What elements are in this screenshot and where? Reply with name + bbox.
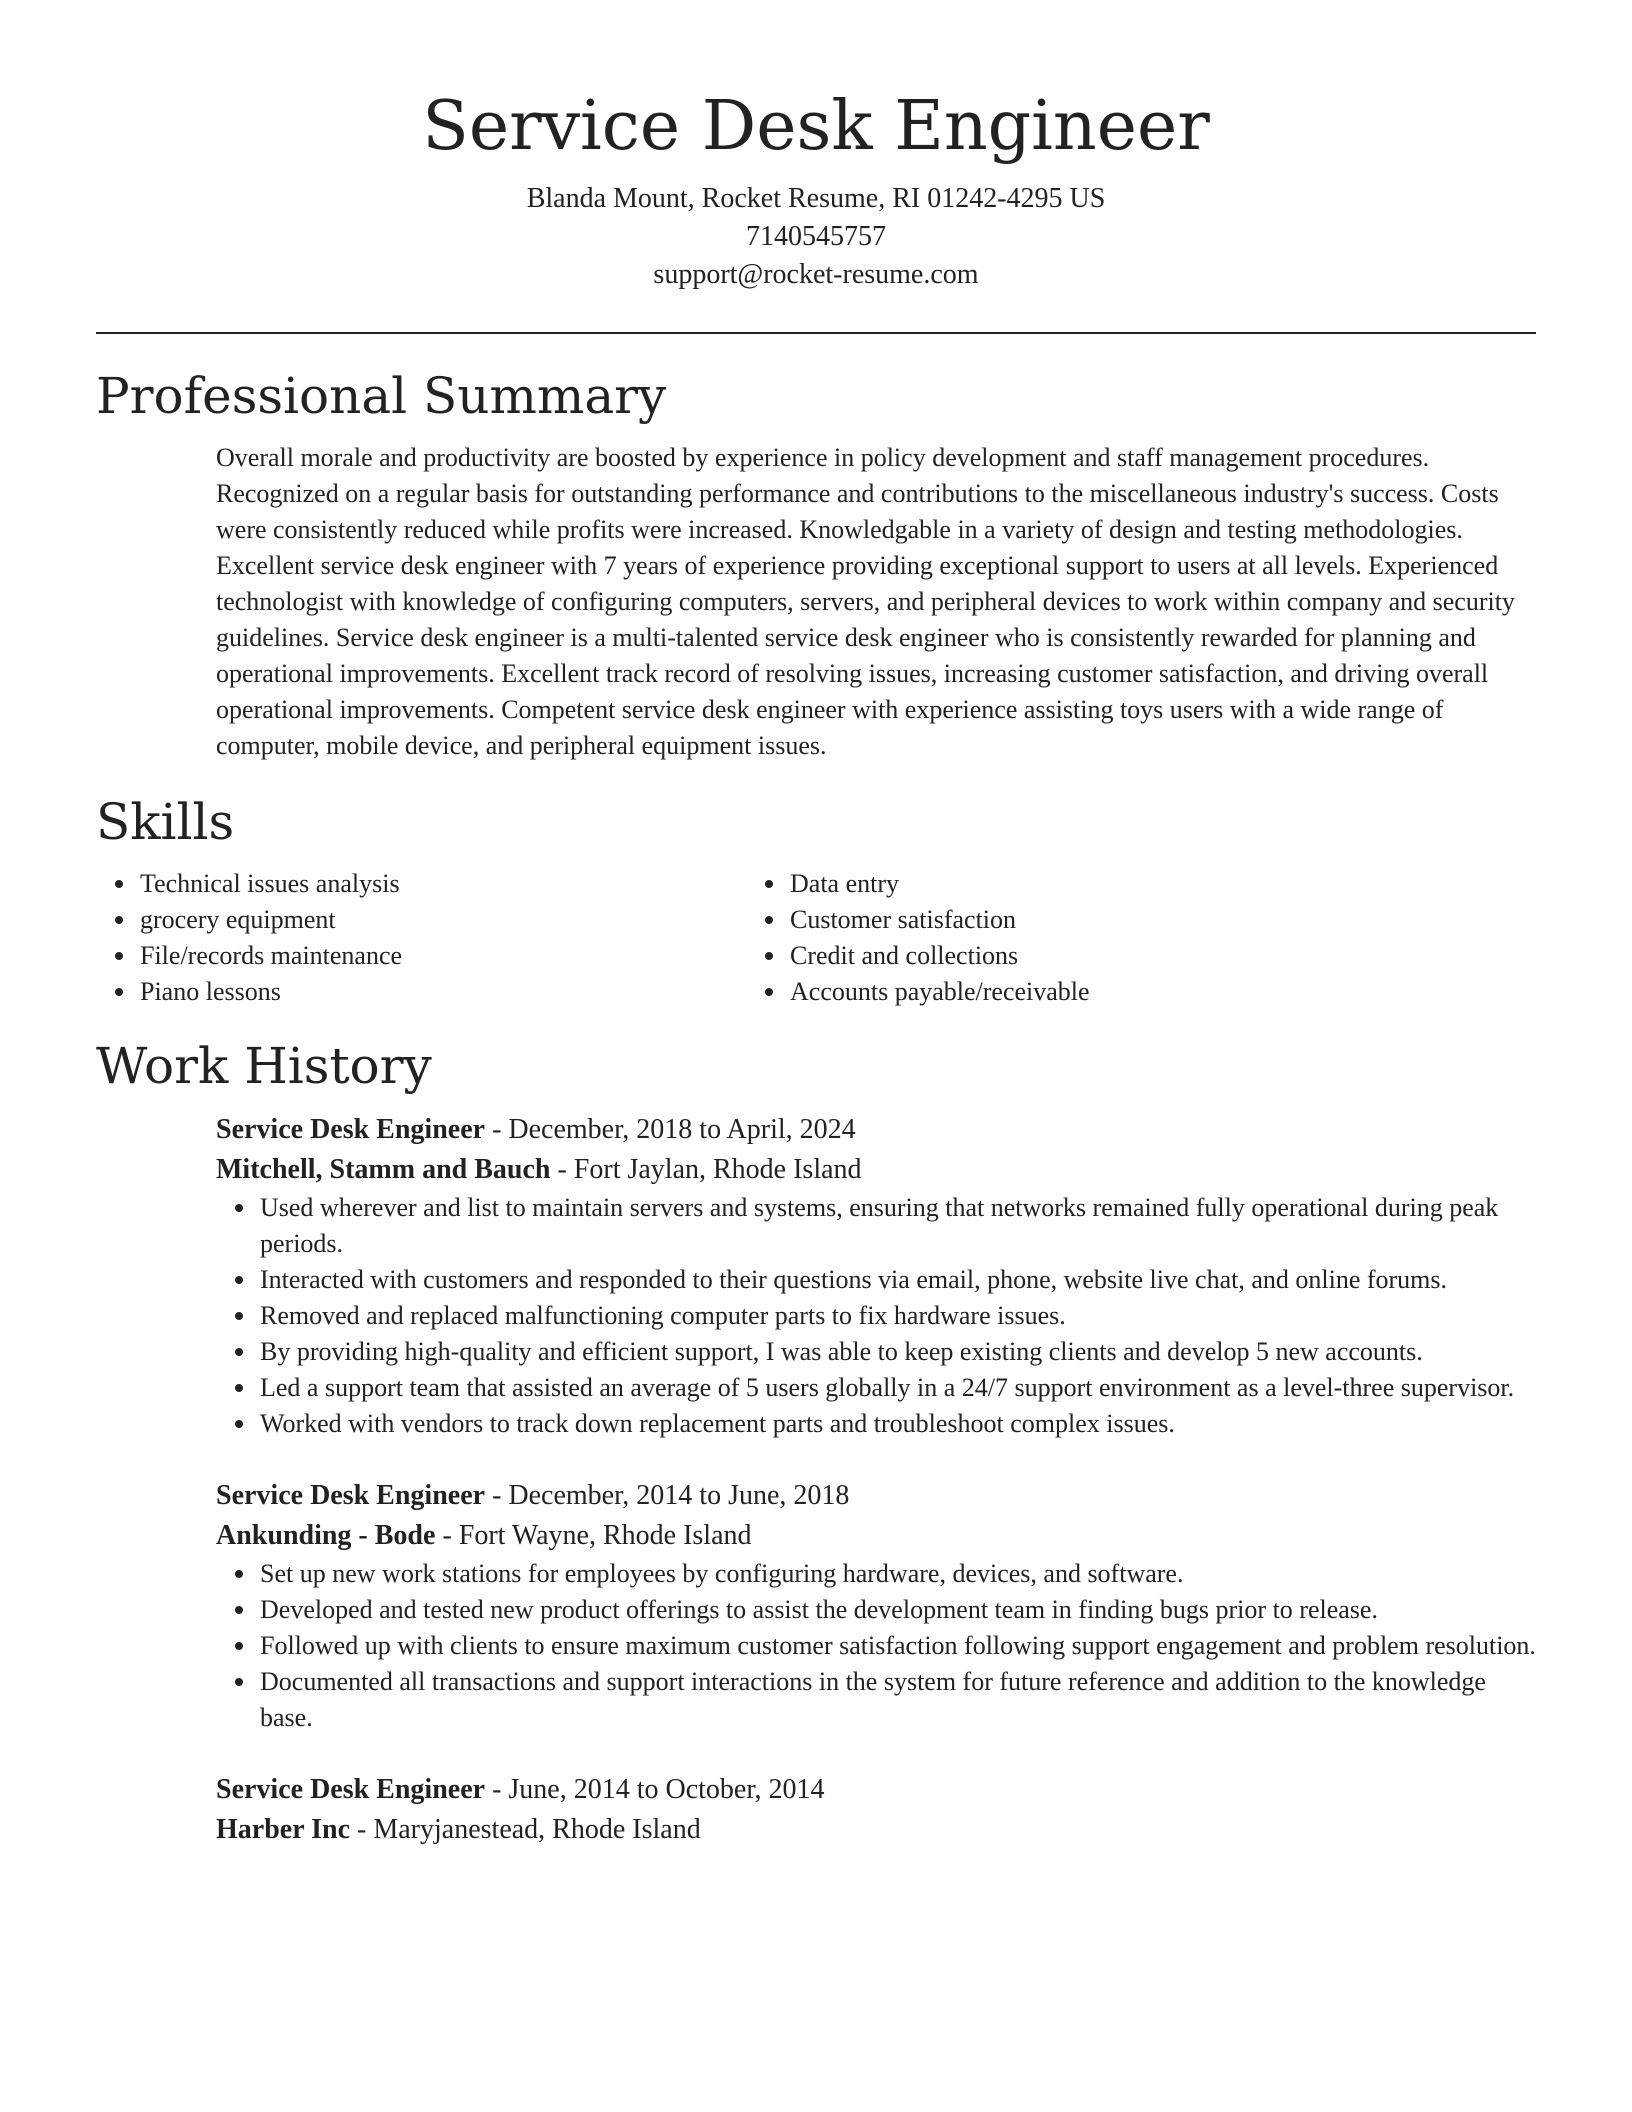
job-dates: - December, 2018 to April, 2024 <box>485 1114 856 1145</box>
skills-list-right <box>746 866 1396 1010</box>
skill-item: File/records maintenance <box>140 938 746 974</box>
job-bullet: Worked with vendors to track down replacement parts and troubleshoot complex issues. <box>260 1406 1536 1442</box>
contact-block <box>96 180 1536 294</box>
job-bullet: Followed up with clients to ensure maximum customer satisfaction following support engagement and problem resolution. <box>260 1628 1536 1664</box>
skills-list-left <box>96 866 746 1010</box>
job-bullet: Used wherever and list to maintain servers and systems, ensuring that networks remained fully operational during peak periods. <box>260 1190 1536 1262</box>
header-divider <box>96 332 1536 334</box>
summary-section <box>96 366 1536 764</box>
work-section <box>96 1036 1536 1850</box>
job-company-line <box>216 1810 1536 1850</box>
work-title: Work History <box>96 1037 432 1095</box>
job-entry <box>216 1476 1536 1736</box>
job-role: Service Desk Engineer <box>216 1114 486 1145</box>
skills-grid <box>96 866 1536 1010</box>
contact-address: Blanda Mount, Rocket Resume, RI 01242-4295 US <box>526 183 1106 214</box>
job-location: - Fort Wayne, Rhode Island <box>435 1520 752 1551</box>
job-company-line <box>216 1150 1536 1190</box>
job-dates: - December, 2014 to June, 2018 <box>485 1480 850 1511</box>
summary-text: Overall morale and productivity are boosted by experience in policy development and staff management procedures. Recognized on a regular basis for outstanding performance and contributions to the miscellaneous industry's success. Costs were consistently reduced while profits were increased. Knowledgable in a variety of design and testing methodologies. Excellent service desk engineer with 7 years of experience providing exceptional support to users at all levels. Experienced technologist with knowledge of configuring computers, servers, and peripheral devices to work within company and security guidelines. Service desk engineer is a multi-talented service desk engineer who is consistently rewarded for planning and operational improvements. Excellent track record of resolving issues, increasing customer satisfaction, and driving overall operational improvements. Competent service desk engineer with experience assisting toys users with a wide range of computer, mobile device, and peripheral equipment issues. <box>216 443 1515 760</box>
job-company: Mitchell, Stamm and Bauch <box>216 1154 551 1185</box>
contact-email: support@rocket-resume.com <box>653 259 979 290</box>
job-bullets <box>216 1190 1536 1442</box>
summary-title: Professional Summary <box>96 367 667 425</box>
job-bullet: Removed and replaced malfunctioning computer parts to fix hardware issues. <box>260 1298 1536 1334</box>
job-company: Ankunding - Bode <box>216 1520 436 1551</box>
skill-item: grocery equipment <box>140 902 746 938</box>
contact-phone: 7140545757 <box>746 221 886 252</box>
jobs-list <box>216 1110 1536 1850</box>
job-location: - Maryjanestead, Rhode Island <box>350 1814 701 1845</box>
job-bullet: Interacted with customers and responded to their questions via email, phone, website live chat, and online forums. <box>260 1262 1536 1298</box>
job-bullet: Documented all transactions and support interactions in the system for future reference and addition to the knowledge base. <box>260 1664 1536 1736</box>
skill-item: Technical issues analysis <box>140 866 746 902</box>
job-role: Service Desk Engineer <box>216 1774 486 1805</box>
skill-item: Accounts payable/receivable <box>790 974 1396 1010</box>
job-dates: - June, 2014 to October, 2014 <box>485 1774 825 1805</box>
job-title-line <box>216 1110 1536 1150</box>
job-title-line <box>216 1476 1536 1516</box>
job-bullet: Led a support team that assisted an average of 5 users globally in a 24/7 support environment as a level-three supervisor. <box>260 1370 1536 1406</box>
summary-body <box>216 440 1536 764</box>
job-location: - Fort Jaylan, Rhode Island <box>550 1154 862 1185</box>
job-entry <box>216 1770 1536 1850</box>
job-entry <box>216 1110 1536 1442</box>
resume-header <box>96 0 1536 294</box>
job-bullet: By providing high-quality and efficient support, I was able to keep existing clients and develop 5 new accounts. <box>260 1334 1536 1370</box>
skill-item: Data entry <box>790 866 1396 902</box>
resume-page <box>96 0 1536 1884</box>
job-bullets <box>216 1556 1536 1736</box>
job-company-line <box>216 1516 1536 1556</box>
job-bullet: Set up new work stations for employees by configuring hardware, devices, and software. <box>260 1556 1536 1592</box>
job-bullet: Developed and tested new product offerings to assist the development team in finding bugs prior to release. <box>260 1592 1536 1628</box>
skills-section <box>96 792 1536 1010</box>
skill-item: Piano lessons <box>140 974 746 1010</box>
job-company: Harber Inc <box>216 1814 351 1845</box>
skills-title: Skills <box>96 793 235 851</box>
resume-name: Service Desk Engineer <box>422 87 1210 166</box>
job-role: Service Desk Engineer <box>216 1480 486 1511</box>
job-title-line <box>216 1770 1536 1810</box>
skill-item: Customer satisfaction <box>790 902 1396 938</box>
skill-item: Credit and collections <box>790 938 1396 974</box>
